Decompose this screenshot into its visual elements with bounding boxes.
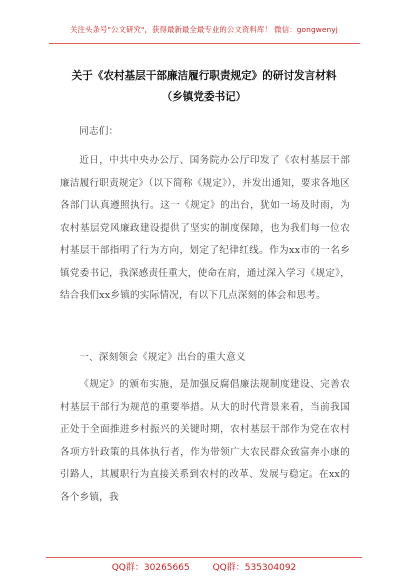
header-divider	[49, 43, 360, 44]
footer-divider	[46, 557, 362, 558]
paragraph-1	[60, 150, 350, 308]
header-banner: 关注头条号"公文研究"，获得最新最全最专业的公文资料库！ 微信：gongwenyj	[70, 25, 338, 34]
footer-qq-group-1: QQ群：30265665	[111, 563, 190, 573]
document-subtitle: （乡镇党委书记）	[161, 91, 247, 103]
section-heading-1	[60, 347, 350, 370]
paragraph-2	[60, 374, 350, 509]
section-heading-1-text: 一、深刻领会《规定》出台的重大意义	[79, 352, 246, 363]
document-title: 关于《农村基层干部廉洁履行职责规定》的研讨发言材料	[71, 70, 337, 82]
footer-qq-group-2: QQ群：535304092	[212, 563, 297, 573]
paragraph-1-text: 近日，中共中央办公厅、国务院办公厅印发了《农村基层干部廉洁履行职责规定》（以下简称《规定》），并发出通知，要求各地区各部门认真遵照执行。这一《规定》的出台，犹如一场及时雨，为农村基层党风廉政建设提供了坚实的制度保障，也为我们每一位农村基层干部指明了行为方向，划定了纪律红线。作为xx市的一名乡镇党委书记，我深感责任重大，使命在肩，通过深入学习《规定》，结合我们xx乡镇的实际情况，有以下几点深刻的体会和思考。	[60, 155, 350, 301]
greeting-text: 同志们：	[79, 126, 119, 137]
footer	[0, 560, 408, 573]
greeting	[60, 121, 350, 144]
paragraph-2-text: 《规定》的颁布实施，是加强反腐倡廉法规制度建设、完善农村基层干部行为规范的重要举措。从大的时代背景来看，当前我国正处于全面推进乡村振兴的关键时期，农村基层干部作为党在农村各项方针政策的具体执行者，作为带领广大农民群众致富奔小康的引路人，其履职行为直接关系到农村的改革、发展与稳定。在xx的各个乡镇，我	[60, 379, 350, 503]
